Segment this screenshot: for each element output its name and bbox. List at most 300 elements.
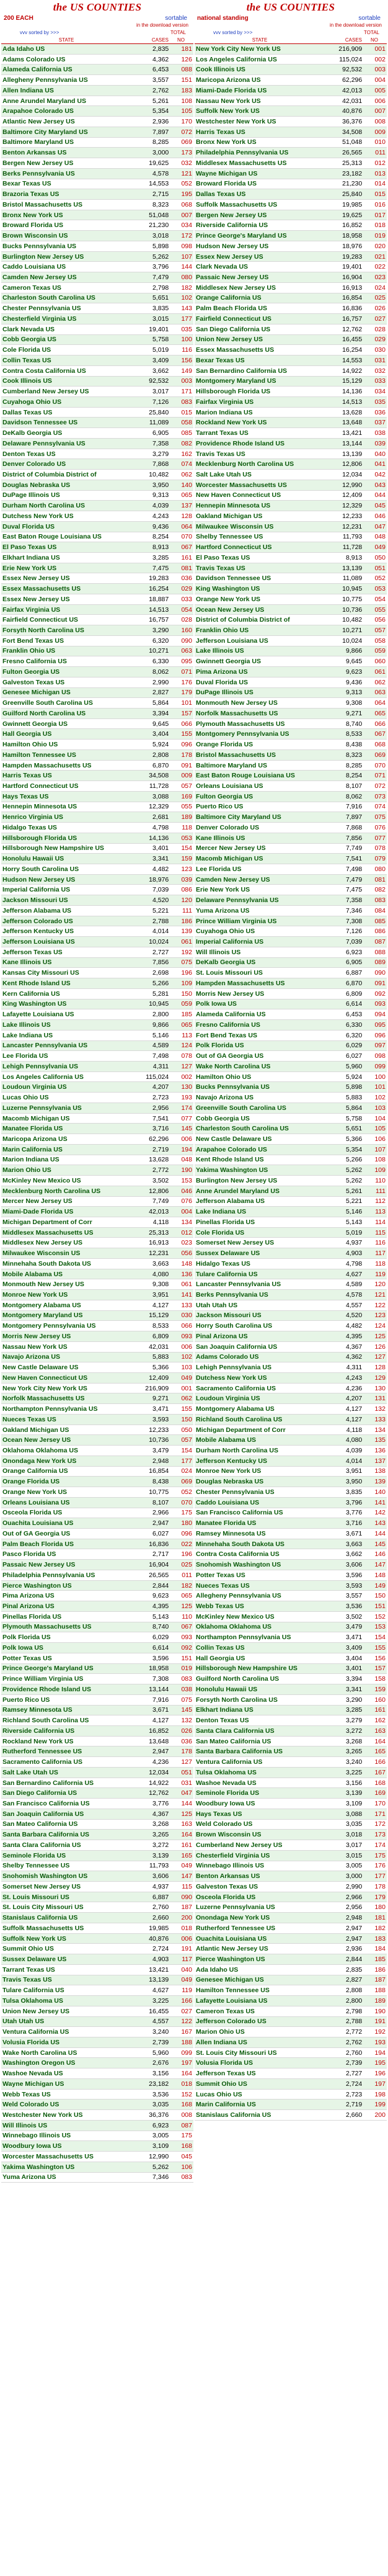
table-row[interactable] <box>1 1985 193 1996</box>
table-row[interactable] <box>195 117 387 127</box>
table-row[interactable] <box>195 1975 387 1986</box>
table-row[interactable] <box>1 1134 193 1145</box>
table-row[interactable] <box>1 459 193 470</box>
table-row[interactable] <box>195 719 387 730</box>
table-row[interactable] <box>1 1321 193 1331</box>
table-row[interactable] <box>195 314 387 324</box>
table-row[interactable] <box>195 1145 387 1155</box>
table-row[interactable] <box>1 1176 193 1186</box>
table-row[interactable] <box>195 1000 387 1010</box>
table-row[interactable] <box>1 2068 193 2079</box>
table-row[interactable] <box>1 584 193 594</box>
column-header-no[interactable]: NO <box>371 37 378 43</box>
table-row[interactable] <box>195 1217 387 1228</box>
table-row[interactable] <box>195 667 387 678</box>
table-row[interactable] <box>1 1031 193 1041</box>
table-row[interactable] <box>1 65 193 75</box>
table-row[interactable] <box>195 1331 387 1342</box>
table-row[interactable] <box>1 1009 193 1020</box>
table-row[interactable] <box>195 1384 387 1394</box>
column-header-cases[interactable]: CASES <box>151 37 169 43</box>
table-row[interactable] <box>1 1404 193 1415</box>
table-row[interactable] <box>1 823 193 833</box>
table-row[interactable] <box>1 1591 193 1601</box>
table-row[interactable] <box>1 1373 193 1384</box>
table-row[interactable] <box>1 491 193 501</box>
table-row[interactable] <box>1 667 193 678</box>
table-row[interactable] <box>195 1809 387 1820</box>
table-row[interactable] <box>1 532 193 543</box>
table-row[interactable] <box>195 1238 387 1248</box>
table-row[interactable] <box>195 377 387 387</box>
table-row[interactable] <box>195 459 387 470</box>
table-row[interactable] <box>195 1279 387 1290</box>
table-row[interactable] <box>1 1830 193 1840</box>
table-row[interactable] <box>1 511 193 522</box>
table-row[interactable] <box>195 262 387 272</box>
table-row[interactable] <box>195 937 387 947</box>
table-row[interactable] <box>1 1279 193 1290</box>
table-row[interactable] <box>195 1114 387 1124</box>
table-row[interactable] <box>195 781 387 792</box>
table-row[interactable] <box>195 1840 387 1851</box>
table-row[interactable] <box>1 1809 193 1820</box>
table-row[interactable] <box>1 854 193 864</box>
table-row[interactable] <box>195 2079 387 2090</box>
table-row[interactable] <box>195 1311 387 1322</box>
table-row[interactable] <box>1 1664 193 1675</box>
table-row[interactable] <box>195 1228 387 1238</box>
table-row[interactable] <box>1 1529 193 1539</box>
table-row[interactable] <box>1 1851 193 1861</box>
table-row[interactable] <box>195 356 387 366</box>
table-row[interactable] <box>1 324 193 335</box>
table-row[interactable] <box>195 1612 387 1622</box>
table-row[interactable] <box>1 1082 193 1093</box>
table-row[interactable] <box>195 885 387 895</box>
table-row[interactable] <box>195 875 387 885</box>
table-row[interactable] <box>1 2048 193 2059</box>
table-row[interactable] <box>195 1508 387 1519</box>
table-row[interactable] <box>1 1197 193 1207</box>
table-row[interactable] <box>195 656 387 667</box>
table-row[interactable] <box>195 1487 387 1498</box>
table-row[interactable] <box>1 844 193 854</box>
table-row[interactable] <box>1 2058 193 2068</box>
table-row[interactable] <box>195 584 387 594</box>
table-row[interactable] <box>1 636 193 646</box>
table-row[interactable] <box>1 1467 193 1477</box>
table-row[interactable] <box>195 55 387 65</box>
table-row[interactable] <box>195 1393 387 1404</box>
table-row[interactable] <box>195 1477 387 1487</box>
table-row[interactable] <box>1 656 193 667</box>
table-row[interactable] <box>1 1362 193 1373</box>
table-row[interactable] <box>1 1653 193 1664</box>
table-row[interactable] <box>195 1353 387 1363</box>
table-row[interactable] <box>195 678 387 688</box>
table-row[interactable] <box>1 1560 193 1570</box>
table-row[interactable] <box>195 978 387 989</box>
table-row[interactable] <box>195 75 387 86</box>
table-row[interactable] <box>195 44 387 55</box>
table-row[interactable] <box>195 1778 387 1789</box>
table-row[interactable] <box>1 968 193 978</box>
table-row[interactable] <box>1 55 193 65</box>
table-row[interactable] <box>195 1913 387 1923</box>
table-row[interactable] <box>1 1342 193 1353</box>
table-row[interactable] <box>1 2173 193 2183</box>
table-row[interactable] <box>195 480 387 491</box>
table-row[interactable] <box>1 1726 193 1737</box>
table-row[interactable] <box>195 1871 387 1882</box>
table-row[interactable] <box>1 1923 193 1934</box>
table-row[interactable] <box>195 345 387 356</box>
table-row[interactable] <box>1 916 193 927</box>
table-row[interactable] <box>1 1840 193 1851</box>
table-row[interactable] <box>1 1415 193 1425</box>
table-row[interactable] <box>195 1985 387 1996</box>
table-row[interactable] <box>195 625 387 636</box>
table-row[interactable] <box>1 864 193 875</box>
table-row[interactable] <box>1 542 193 553</box>
table-row[interactable] <box>1 989 193 1000</box>
table-row[interactable] <box>195 86 387 96</box>
table-row[interactable] <box>1 1487 193 1498</box>
table-row[interactable] <box>1 2152 193 2162</box>
table-row[interactable] <box>1 96 193 107</box>
table-row[interactable] <box>195 96 387 107</box>
table-row[interactable] <box>195 1425 387 1436</box>
table-row[interactable] <box>195 646 387 657</box>
table-row[interactable] <box>1 1706 193 1716</box>
table-row[interactable] <box>195 138 387 148</box>
table-row[interactable] <box>1 1290 193 1300</box>
table-row[interactable] <box>1 418 193 428</box>
column-header-no[interactable]: NO <box>177 37 185 43</box>
table-row[interactable] <box>1 335 193 346</box>
table-row[interactable] <box>195 324 387 335</box>
table-row[interactable] <box>195 2017 387 2028</box>
table-row[interactable] <box>195 906 387 916</box>
table-row[interactable] <box>1 2006 193 2017</box>
table-row[interactable] <box>1 1259 193 1269</box>
table-row[interactable] <box>1 1622 193 1633</box>
table-row[interactable] <box>1 740 193 750</box>
table-row[interactable] <box>1 1913 193 1923</box>
table-row[interactable] <box>195 252 387 262</box>
table-row[interactable] <box>195 1529 387 1539</box>
table-row[interactable] <box>1 709 193 719</box>
table-row[interactable] <box>1 408 193 418</box>
table-row[interactable] <box>1 44 193 55</box>
table-row[interactable] <box>1 366 193 377</box>
table-row[interactable] <box>195 2090 387 2100</box>
table-row[interactable] <box>1 1477 193 1487</box>
table-row[interactable] <box>1 1581 193 1591</box>
table-row[interactable] <box>195 1186 387 1197</box>
table-row[interactable] <box>195 106 387 117</box>
table-row[interactable] <box>195 771 387 781</box>
table-row[interactable] <box>195 1820 387 1830</box>
table-row[interactable] <box>1 127 193 138</box>
table-row[interactable] <box>1 1248 193 1259</box>
table-row[interactable] <box>195 1072 387 1083</box>
table-row[interactable] <box>1 2027 193 2037</box>
table-row[interactable] <box>195 1684 387 1695</box>
table-row[interactable] <box>1 1965 193 1975</box>
table-row[interactable] <box>1 1570 193 1581</box>
table-row[interactable] <box>195 1124 387 1134</box>
table-row[interactable] <box>195 1560 387 1570</box>
table-row[interactable] <box>1 86 193 96</box>
table-row[interactable] <box>1 345 193 356</box>
table-row[interactable] <box>1 947 193 958</box>
table-row[interactable] <box>1 761 193 771</box>
table-row[interactable] <box>1 1508 193 1519</box>
table-row[interactable] <box>195 158 387 169</box>
table-row[interactable] <box>1 272 193 283</box>
table-row[interactable] <box>195 1934 387 1944</box>
table-row[interactable] <box>1 1518 193 1529</box>
table-row[interactable] <box>1 615 193 625</box>
table-row[interactable] <box>195 1009 387 1020</box>
table-row[interactable] <box>195 1996 387 2006</box>
table-row[interactable] <box>1 1165 193 1176</box>
table-row[interactable] <box>1 252 193 262</box>
table-row[interactable] <box>195 1746 387 1757</box>
table-row[interactable] <box>1 1300 193 1311</box>
table-row[interactable] <box>1 356 193 366</box>
table-row[interactable] <box>195 1259 387 1269</box>
table-row[interactable] <box>195 1737 387 1747</box>
table-row[interactable] <box>195 1300 387 1311</box>
table-row[interactable] <box>1 1612 193 1622</box>
table-row[interactable] <box>195 968 387 978</box>
table-row[interactable] <box>1 210 193 221</box>
table-row[interactable] <box>1 522 193 532</box>
table-row[interactable] <box>195 1653 387 1664</box>
table-row[interactable] <box>195 594 387 605</box>
table-row[interactable] <box>195 615 387 625</box>
table-row[interactable] <box>1 1799 193 1809</box>
table-row[interactable] <box>195 698 387 709</box>
table-row[interactable] <box>195 750 387 761</box>
table-row[interactable] <box>195 729 387 740</box>
table-row[interactable] <box>195 947 387 958</box>
table-row[interactable] <box>195 1342 387 1353</box>
table-row[interactable] <box>195 1435 387 1446</box>
table-row[interactable] <box>1 646 193 657</box>
table-row[interactable] <box>1 2110 193 2121</box>
table-row[interactable] <box>1 1311 193 1322</box>
table-row[interactable] <box>1 231 193 241</box>
table-row[interactable] <box>195 1062 387 1072</box>
table-row[interactable] <box>1 2131 193 2142</box>
table-row[interactable] <box>1 688 193 699</box>
table-row[interactable] <box>195 1601 387 1612</box>
table-row[interactable] <box>195 1892 387 1903</box>
table-row[interactable] <box>1 1072 193 1083</box>
table-row[interactable] <box>195 1549 387 1560</box>
table-row[interactable] <box>195 439 387 449</box>
table-row[interactable] <box>195 1248 387 1259</box>
table-row[interactable] <box>1 1695 193 1706</box>
table-row[interactable] <box>195 428 387 439</box>
table-row[interactable] <box>1 2017 193 2028</box>
column-header-state[interactable]: STATE <box>252 37 268 43</box>
table-row[interactable] <box>1 1456 193 1467</box>
table-row[interactable] <box>195 532 387 543</box>
table-row[interactable] <box>195 833 387 844</box>
table-row[interactable] <box>195 1498 387 1508</box>
table-row[interactable] <box>1 262 193 272</box>
table-row[interactable] <box>1 2121 193 2131</box>
table-row[interactable] <box>1 1217 193 1228</box>
table-row[interactable] <box>1 377 193 387</box>
table-row[interactable] <box>195 449 387 460</box>
table-row[interactable] <box>1 895 193 906</box>
table-row[interactable] <box>1 937 193 947</box>
table-row[interactable] <box>195 1467 387 1477</box>
table-row[interactable] <box>1 875 193 885</box>
table-row[interactable] <box>195 1269 387 1280</box>
table-row[interactable] <box>1 1934 193 1944</box>
table-row[interactable] <box>1 802 193 813</box>
table-row[interactable] <box>1 1093 193 1103</box>
table-row[interactable] <box>1 117 193 127</box>
table-row[interactable] <box>1 553 193 563</box>
table-row[interactable] <box>195 1404 387 1415</box>
table-row[interactable] <box>1 387 193 397</box>
table-row[interactable] <box>1 1145 193 1155</box>
table-row[interactable] <box>1 1435 193 1446</box>
table-row[interactable] <box>195 1799 387 1809</box>
table-row[interactable] <box>195 1944 387 1954</box>
table-row[interactable] <box>1 200 193 210</box>
table-row[interactable] <box>195 1622 387 1633</box>
table-row[interactable] <box>1 428 193 439</box>
table-row[interactable] <box>195 1902 387 1913</box>
table-row[interactable] <box>195 408 387 418</box>
table-row[interactable] <box>1 189 193 200</box>
table-row[interactable] <box>195 740 387 750</box>
table-row[interactable] <box>195 1674 387 1684</box>
table-row[interactable] <box>195 1954 387 1965</box>
table-row[interactable] <box>195 189 387 200</box>
table-row[interactable] <box>1 1820 193 1830</box>
table-row[interactable] <box>195 916 387 927</box>
table-row[interactable] <box>1 1975 193 1986</box>
table-row[interactable] <box>195 605 387 615</box>
table-row[interactable] <box>195 293 387 304</box>
table-row[interactable] <box>1 792 193 802</box>
table-row[interactable] <box>195 272 387 283</box>
table-row[interactable] <box>195 1695 387 1706</box>
table-row[interactable] <box>1 1632 193 1643</box>
table-row[interactable] <box>195 1362 387 1373</box>
table-row[interactable] <box>1 1353 193 1363</box>
table-row[interactable] <box>1 1684 193 1695</box>
table-row[interactable] <box>1 179 193 190</box>
table-row[interactable] <box>195 926 387 937</box>
table-row[interactable] <box>195 1134 387 1145</box>
table-row[interactable] <box>1 1020 193 1031</box>
table-row[interactable] <box>195 1715 387 1726</box>
table-row[interactable] <box>195 1570 387 1581</box>
table-row[interactable] <box>195 418 387 428</box>
table-row[interactable] <box>1 594 193 605</box>
table-row[interactable] <box>1 1124 193 1134</box>
table-row[interactable] <box>1 958 193 968</box>
table-row[interactable] <box>195 1643 387 1653</box>
table-row[interactable] <box>1 1384 193 1394</box>
table-row[interactable] <box>1 1737 193 1747</box>
table-row[interactable] <box>195 688 387 699</box>
table-row[interactable] <box>195 491 387 501</box>
table-row[interactable] <box>195 2058 387 2068</box>
table-row[interactable] <box>195 1788 387 1799</box>
table-row[interactable] <box>1 148 193 158</box>
table-row[interactable] <box>195 1290 387 1300</box>
table-row[interactable] <box>1 2100 193 2110</box>
table-row[interactable] <box>195 895 387 906</box>
table-row[interactable] <box>195 1539 387 1550</box>
table-row[interactable] <box>195 2037 387 2048</box>
table-row[interactable] <box>195 1830 387 1840</box>
table-row[interactable] <box>1 1186 193 1197</box>
column-header-cases[interactable]: CASES <box>345 37 362 43</box>
table-row[interactable] <box>1 1228 193 1238</box>
table-row[interactable] <box>1 303 193 314</box>
table-row[interactable] <box>195 522 387 532</box>
table-row[interactable] <box>195 200 387 210</box>
table-row[interactable] <box>1 158 193 169</box>
table-row[interactable] <box>195 1197 387 1207</box>
table-row[interactable] <box>195 542 387 553</box>
table-row[interactable] <box>195 1155 387 1166</box>
table-row[interactable] <box>1 1446 193 1456</box>
table-row[interactable] <box>195 283 387 293</box>
table-row[interactable] <box>195 1591 387 1601</box>
table-row[interactable] <box>1 1269 193 1280</box>
table-row[interactable] <box>195 501 387 511</box>
table-row[interactable] <box>1 1238 193 1248</box>
table-row[interactable] <box>195 303 387 314</box>
table-row[interactable] <box>195 864 387 875</box>
table-row[interactable] <box>1 1871 193 1882</box>
table-row[interactable] <box>1 1103 193 1114</box>
table-row[interactable] <box>195 1020 387 1031</box>
table-row[interactable] <box>195 1041 387 1052</box>
table-row[interactable] <box>195 169 387 179</box>
table-row[interactable] <box>1 1643 193 1653</box>
table-row[interactable] <box>1 1549 193 1560</box>
table-row[interactable] <box>195 1446 387 1456</box>
table-row[interactable] <box>195 958 387 968</box>
table-row[interactable] <box>195 1176 387 1186</box>
table-row[interactable] <box>195 1321 387 1331</box>
table-row[interactable] <box>1 698 193 709</box>
table-row[interactable] <box>195 553 387 563</box>
table-row[interactable] <box>1 1114 193 1124</box>
table-row[interactable] <box>195 1456 387 1467</box>
table-row[interactable] <box>1 75 193 86</box>
table-row[interactable] <box>1 106 193 117</box>
table-row[interactable] <box>195 854 387 864</box>
table-row[interactable] <box>1 241 193 252</box>
table-row[interactable] <box>1 750 193 761</box>
